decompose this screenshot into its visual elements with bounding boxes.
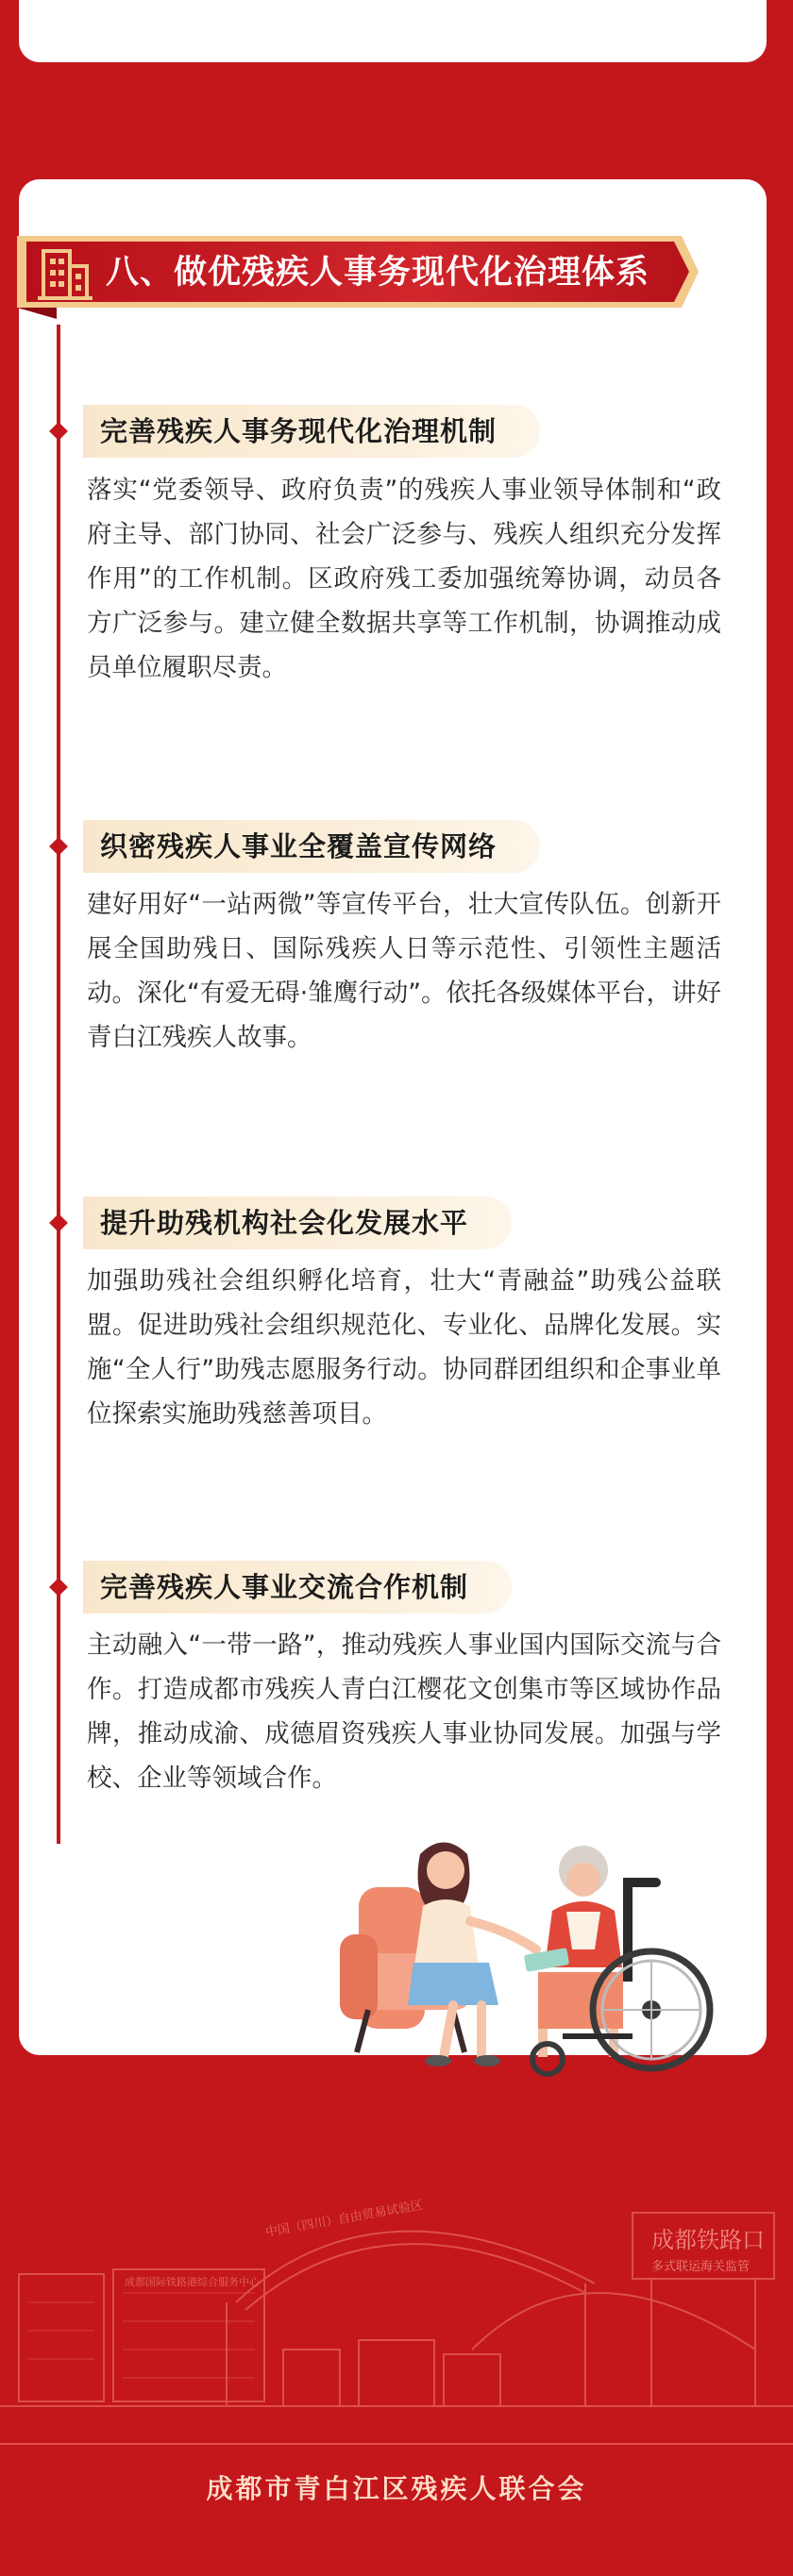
item-heading: 提升助残机构社会化发展水平 — [83, 1196, 512, 1249]
city-skyline-illustration — [0, 2161, 793, 2491]
timeline-line — [57, 325, 60, 1844]
footer-organization: 成都市青白江区残疾人联合会 — [206, 2473, 587, 2504]
item-body: 主动融入“一带一路”，推动残疾人事业国内国际交流与合作。打造成都市残疾人青白江樱花文创集市等区域协作品牌，推动成渝、成德眉资残疾人事业协同发展。加强与学校、企业等领域合作。 — [87, 1631, 721, 1793]
item-body: 落实“党委领导、政府负责”的残疾人事业领导体制和“政府主导、部门协同、社会广泛参与、残疾人组织充分发挥作用”的工作机制。区政府残工委加强统筹协调，动员各方广泛参与。建立健全数据共享等工作机制，协调推动成员单位履职尽责。 — [87, 476, 721, 682]
skyline-sign-sub: 多式联运海关监管 — [651, 2260, 751, 2274]
skyline-arch-text: 中国（四川）自由贸易试验区 — [264, 2198, 425, 2240]
item-heading: 完善残疾人事务现代化治理机制 — [83, 405, 540, 458]
item-heading: 完善残疾人事业交流合作机制 — [83, 1561, 512, 1614]
skyline-sign-main: 成都铁路口 — [651, 2227, 765, 2253]
item-body: 建好用好“一站两微”等宣传平台，壮大宣传队伍。创新开展全国助残日、国际残疾人日等示范性、引领性主题活动。深化“有爱无碍·雏鹰行动”。依托各级媒体平台，讲好青白江残疾人故事。 — [87, 890, 721, 1052]
caregiver-illustration — [340, 1831, 736, 2085]
section-title: 八、做优残疾人事务现代化治理体系 — [106, 254, 650, 292]
building-icon — [38, 243, 93, 302]
previous-section-card — [19, 0, 767, 62]
item-body: 加强助残社会组织孵化培育，壮大“青融益”助残公益联盟。促进助残社会组织规范化、专业化、品牌化发展。实施“全人行”助残志愿服务行动。协同群团组织和企事业单位探索实施助残慈善项目。 — [87, 1266, 721, 1429]
item-heading: 织密残疾人事业全覆盖宣传网络 — [83, 820, 540, 873]
skyline-building-text: 成都国际铁路港综合服务中心 — [125, 2276, 260, 2288]
